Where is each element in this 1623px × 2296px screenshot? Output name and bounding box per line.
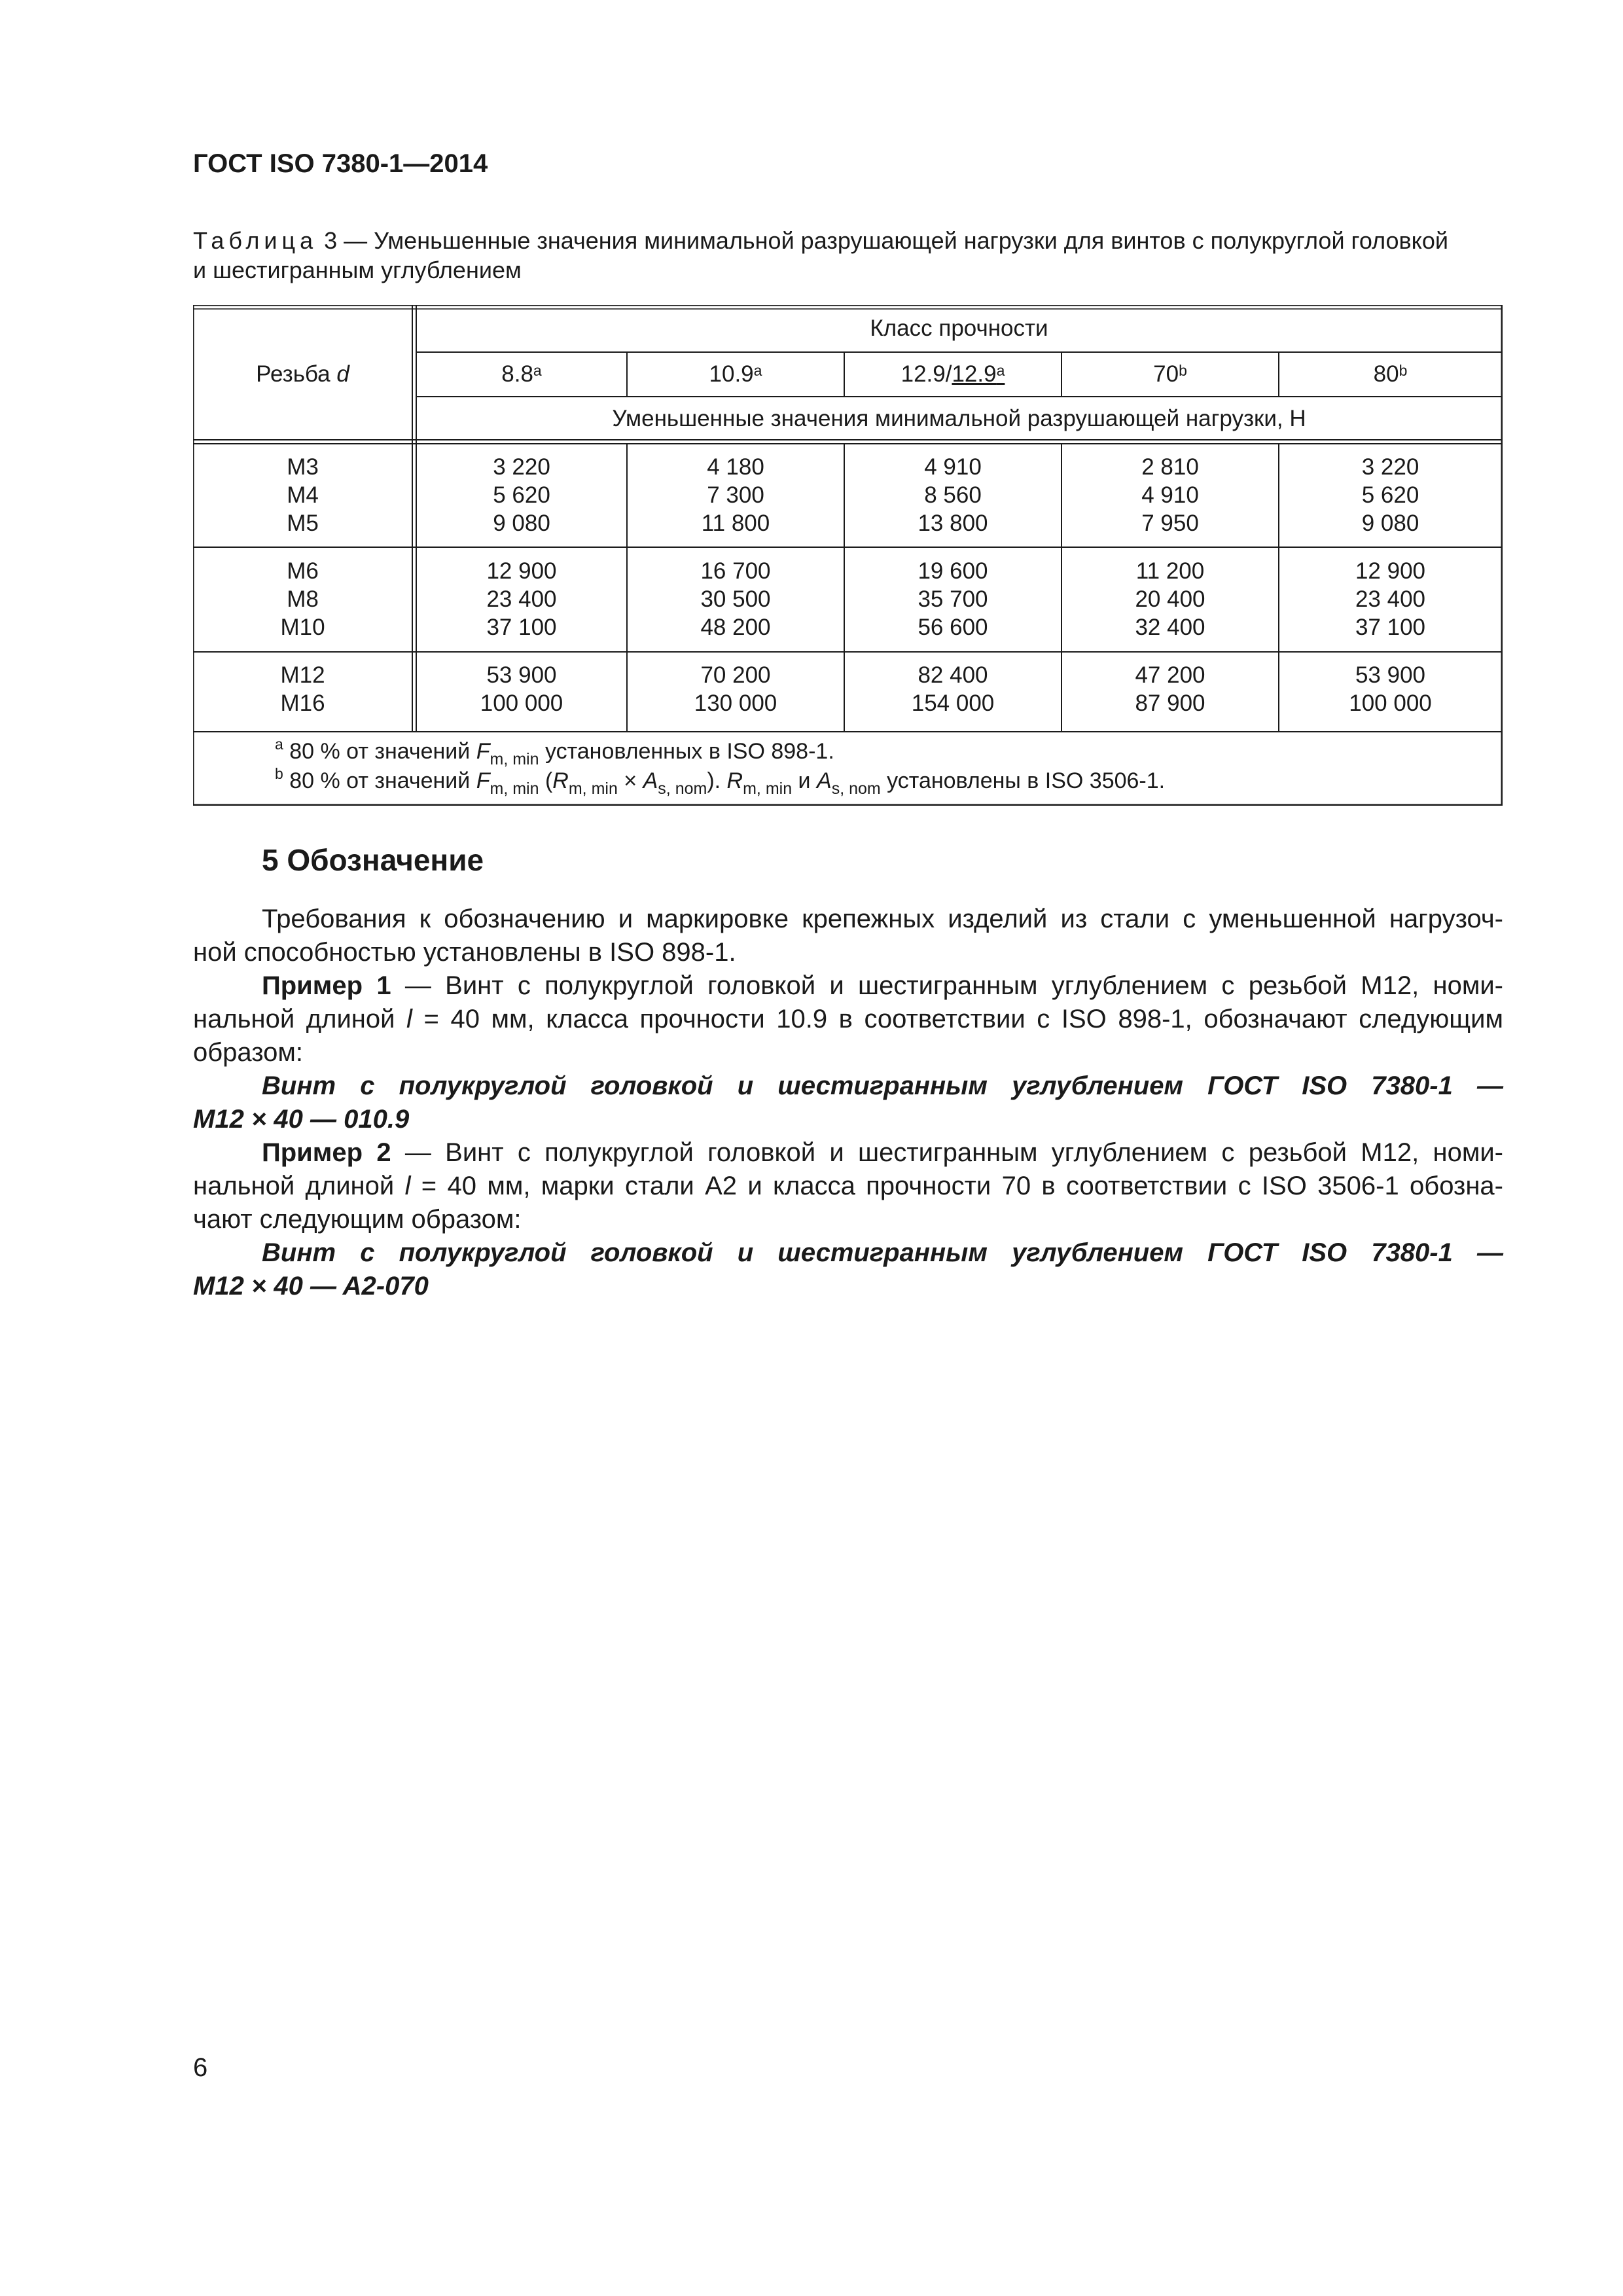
load-value: 9 080 [1361,511,1419,536]
load-value: 23 400 [1355,586,1426,612]
table-caption-text: 3 — Уменьшенные значения минимальной разрушающей нагрузки для винтов с полукруглой головкой [317,227,1448,254]
row-header-var: d [336,361,349,387]
formula-sub: s, nom [658,780,707,798]
paragraph-text: чают следующим образом: [193,1205,522,1234]
load-value: 8 560 [924,482,982,508]
formula-var: l [406,1005,412,1033]
paragraph-text: нальной длиной [193,1005,407,1033]
footnote-text: установленных в ISO 898-1. [539,739,834,764]
formula-sub: s, nom [831,780,881,798]
formula-sub: m, min [568,780,618,798]
row-header [193,360,412,388]
footnote-a [275,736,834,768]
load-value: 16 700 [700,558,771,584]
load-value: 35 700 [918,586,988,612]
class-header-80 [1279,360,1502,388]
value-cell [1279,661,1502,717]
formula-var: F [476,768,490,793]
load-value: 3 220 [493,454,550,480]
paragraph-text: ной способностью установлены в ISO 898-1. [193,938,736,967]
class-label: 80 [1373,361,1399,387]
load-value: 5 620 [493,482,550,508]
footnote-text: ). [707,768,727,793]
load-value: 4 910 [924,454,982,480]
value-cell [1279,557,1502,641]
footnote-mark: b [1179,362,1187,379]
row-header-label: Резьба [256,361,330,387]
formula-var: A [817,768,832,793]
designation-text: M12 × 40 — A2-070 [193,1272,429,1300]
designation-1 [193,1069,1503,1103]
class-label: 12.9/ [901,361,952,387]
table-caption-word: Таблица [193,227,318,254]
load-value: 19 600 [918,558,988,584]
load-value: 48 200 [700,615,771,640]
designation-1 [193,1103,1503,1136]
example-label: Пример 2 [262,1138,391,1167]
footnote-mark: a [996,362,1005,379]
thread-value: M6 [287,558,319,584]
class-label: 10.9 [709,361,754,387]
class-label-2: 12.9 [952,361,997,387]
value-cell [1061,453,1279,537]
load-value: 13 800 [918,511,988,536]
example-1-line [193,969,1503,1003]
formula-sub: m, min [490,780,539,798]
formula-var: A [643,768,658,793]
load-value: 87 900 [1135,691,1205,716]
value-cell [844,557,1061,641]
value-cell [1061,661,1279,717]
value-cell [627,557,844,641]
load-value: 37 100 [1355,615,1426,640]
value-cell [844,661,1061,717]
thread-value: M5 [287,511,319,536]
value-cell [844,453,1061,537]
load-value: 100 000 [1349,691,1432,716]
class-header-70 [1061,360,1279,388]
load-value: 2 810 [1141,454,1199,480]
load-value: 7 300 [707,482,764,508]
paragraph-line [193,936,1503,969]
designation-text: Винт с полукруглой головкой и шестигранным углублением ГОСТ ISO 7380-1 — [262,1071,1503,1100]
paragraph-text: — Винт с полукруглой головкой и шестигранным углублением с резьбой М12, номи- [391,971,1503,1000]
example-label: Пример 1 [262,971,391,1000]
designation-2 [193,1270,1503,1303]
class-label-underlined [952,361,1005,387]
footnote-mark: a [533,362,542,379]
value-cell [416,557,627,641]
load-value: 11 200 [1135,558,1205,584]
class-label: 70 [1153,361,1179,387]
load-value: 56 600 [918,615,988,640]
footnote-text: × [617,768,643,793]
load-value: 11 800 [701,511,770,536]
value-cell [627,453,844,537]
value-cell [1061,557,1279,641]
example-1-line [193,1036,1503,1069]
section-title: 5 Обозначение [262,843,484,877]
load-value: 53 900 [1355,662,1426,688]
formula-sub: m, min [743,780,793,798]
load-value: 4 910 [1141,482,1199,508]
footnote-b [275,765,1166,798]
formula-var: l [404,1172,411,1200]
load-value: 12 900 [486,558,557,584]
formula-sub: m, min [490,750,539,768]
load-value: 23 400 [486,586,557,612]
thread-cell [193,557,412,641]
strength-table [193,305,1503,806]
value-cell [416,661,627,717]
load-value: 4 180 [707,454,764,480]
footnote-text: ( [539,768,553,793]
thread-cell [193,453,412,537]
value-cell [416,453,627,537]
footnote-mark: a [753,362,762,379]
thread-cell [193,661,412,717]
thread-value: M8 [287,586,319,612]
table-caption [193,226,1502,285]
load-value: 5 620 [1361,482,1419,508]
load-value: 20 400 [1135,586,1205,612]
paragraph-text: — Винт с полукруглой головкой и шестигранным углублением с резьбой М12, номи- [391,1138,1503,1167]
paragraph-text: нальной длиной [193,1172,405,1200]
designation-text: Винт с полукруглой головкой и шестигранным углублением ГОСТ ISO 7380-1 — [262,1238,1503,1267]
footnote-mark: b [275,765,283,782]
designation-2 [193,1236,1503,1270]
thread-value: M3 [287,454,319,480]
load-value: 130 000 [694,691,777,716]
thread-value: M4 [287,482,319,508]
paragraph-text: Требования к обозначению и маркировке крепежных изделий из стали с уменьшенной нагрузоч- [262,905,1503,933]
page-number: 6 [193,2053,208,2082]
value-cell [627,661,844,717]
footnote-text: и [792,768,817,793]
load-value: 82 400 [918,662,988,688]
load-value: 7 950 [1141,511,1199,536]
table-caption-line2: и шестигранным углублением [193,257,522,283]
thread-value: M12 [280,662,325,688]
value-cell [1279,453,1502,537]
load-value: 9 080 [493,511,550,536]
load-value: 154 000 [911,691,995,716]
formula-var: F [476,739,490,764]
paragraph-text: = 40 мм, марки стали А2 и класса прочности 70 в соответствии с ISO 3506-1 обозна- [410,1172,1503,1200]
document-header: ГОСТ ISO 7380-1—2014 [193,149,488,178]
load-value: 12 900 [1355,558,1426,584]
example-2-line [193,1170,1503,1203]
designation-text: M12 × 40 — 010.9 [193,1105,410,1134]
thread-value: M16 [280,691,325,716]
paragraph-text: = 40 мм, класса прочности 10.9 в соответствии с ISO 898-1, обозначают следующим [412,1005,1503,1033]
load-value: 32 400 [1135,615,1205,640]
footnote-mark: b [1399,362,1408,379]
footnote-text: установлены в ISO 3506-1. [880,768,1166,793]
units-header: Уменьшенные значения минимальной разрушающей нагрузки, Н [612,406,1306,431]
formula-var: R [552,768,569,793]
load-value: 30 500 [700,586,771,612]
footnote-mark: a [275,736,283,753]
class-label: 8.8 [501,361,533,387]
class-header-8-8 [416,360,627,388]
example-1-line [193,1003,1503,1036]
example-2-line [193,1203,1503,1236]
formula-var: R [726,768,743,793]
load-value: 47 200 [1135,662,1205,688]
load-value: 53 900 [486,662,557,688]
load-value: 100 000 [480,691,563,716]
load-value: 70 200 [700,662,771,688]
footnote-text: 80 % от значений [283,768,476,793]
example-2-line [193,1136,1503,1170]
strength-class-header: Класс прочности [870,315,1048,341]
footnote-text: 80 % от значений [283,739,476,764]
load-value: 3 220 [1361,454,1419,480]
load-value: 37 100 [486,615,557,640]
paragraph-line [193,903,1503,936]
class-header-10-9 [627,360,844,388]
thread-value: M10 [280,615,325,640]
class-header-12-9 [844,360,1061,388]
paragraph-text: образом: [193,1038,303,1067]
